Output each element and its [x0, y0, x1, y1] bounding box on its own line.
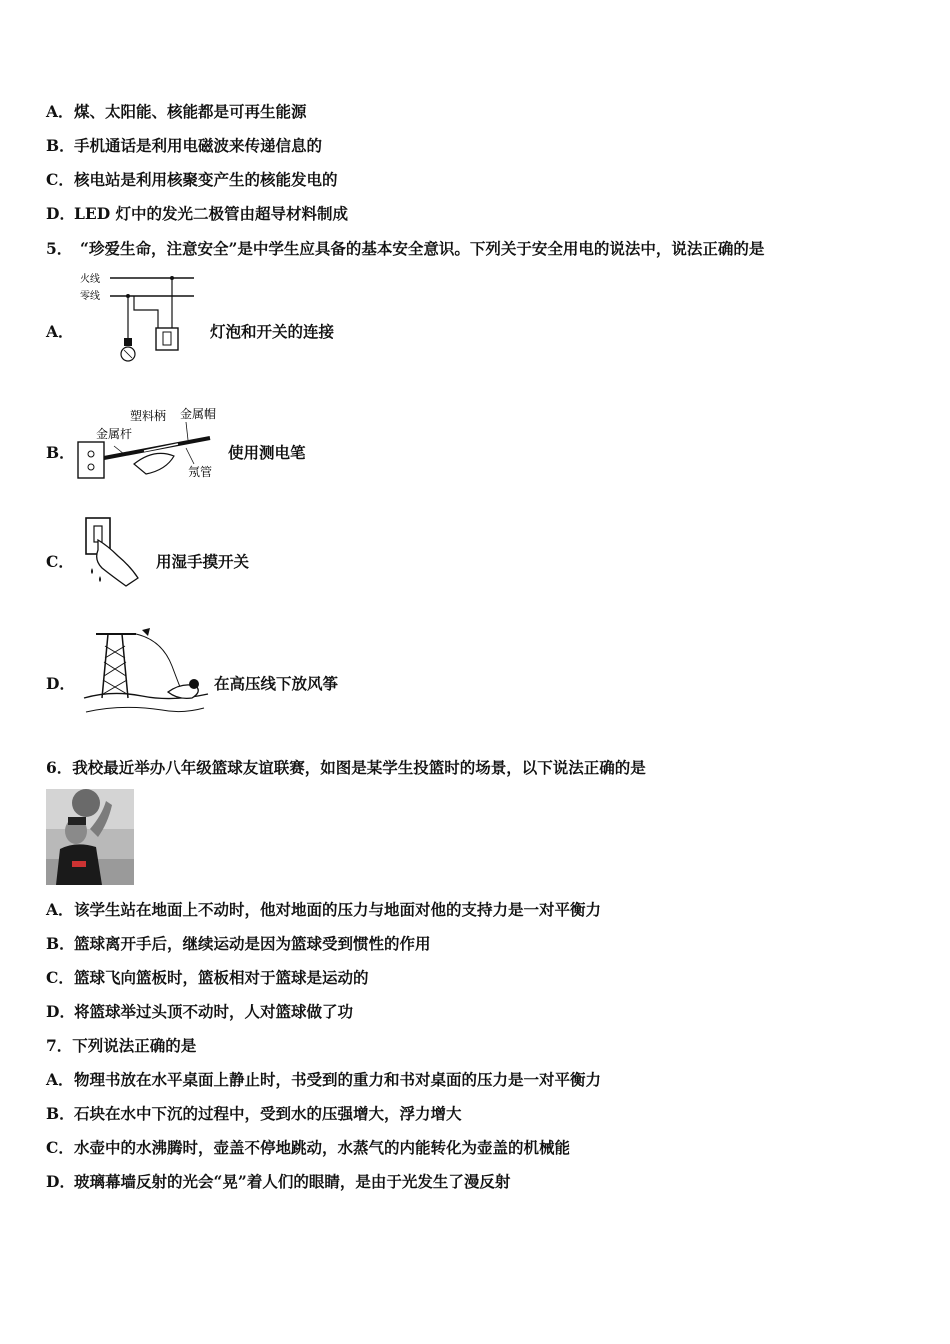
q5-option-b-caption: 使用测电笔 [228, 443, 306, 462]
q7-option-d: D．玻璃幕墙反射的光会“晃”着人们的眼睛，是由于光发生了漫反射 [46, 1172, 511, 1191]
q4-option-b: B．手机通话是利用电磁波来传递信息的 [46, 136, 323, 155]
q4-option-d: D．LED 灯中的发光二极管由超导材料制成 [46, 204, 349, 223]
q6-option-b: B．篮球离开手后，继续运动是因为篮球受到惯性的作用 [46, 934, 431, 953]
wet-hand-switch-image [82, 516, 146, 590]
q5-option-c-caption: 用湿手摸开关 [156, 552, 250, 571]
q7-option-c: C．水壶中的水沸腾时，壶盖不停地跳动，水蒸气的内能转化为壶盖的机械能 [46, 1138, 571, 1157]
q5-option-a-caption: 灯泡和开关的连接 [210, 322, 335, 341]
plastic-handle-label: 塑料柄 [130, 409, 167, 423]
live-wire-label: 火线 [80, 274, 100, 285]
q7-option-a: A．物理书放在水平桌面上静止时，书受到的重力和书对桌面的压力是一对平衡力 [46, 1070, 602, 1089]
q6-option-c: C．篮球飞向篮板时，篮板相对于篮球是运动的 [46, 968, 369, 987]
q4-option-a: A．煤、太阳能、核能都是可再生能源 [46, 102, 307, 121]
q5-option-b-letter: B． [46, 443, 75, 462]
q6-option-a: A．该学生站在地面上不动时，他对地面的压力与地面对他的支持力是一对平衡力 [46, 900, 602, 919]
q5-stem: 5． “珍爱生命，注意安全”是中学生应具备的基本安全意识。下列关于安全用电的说法中，说法正确的是 [46, 239, 765, 258]
q6-option-d: D．将篮球举过头顶不动时，人对篮球做了功 [46, 1002, 354, 1021]
q5-option-d-letter: D． [46, 674, 75, 693]
q7-stem: 7．下列说法正确的是 [46, 1036, 197, 1055]
q5-option-c-letter: C． [46, 552, 74, 571]
test-pen-image [74, 404, 224, 484]
metal-rod-label: 金属杆 [96, 427, 133, 441]
neon-tube-label: 氖管 [188, 465, 213, 479]
q7-option-b: B．石块在水中下沉的过程中，受到水的压强增大，浮力增大 [46, 1104, 462, 1123]
q6-stem: 6．我校最近举办八年级篮球友谊联赛，如图是某学生投篮时的场景，以下说法正确的是 [46, 758, 646, 777]
wiring-diagram-image [78, 268, 198, 368]
metal-cap-label: 金属帽 [180, 407, 217, 421]
neutral-wire-label: 零线 [80, 291, 100, 302]
q4-option-c: C．核电站是利用核聚变产生的核能发电的 [46, 170, 338, 189]
q5-option-a-letter: A． [46, 322, 74, 341]
q5-option-d-caption: 在高压线下放风筝 [214, 674, 339, 693]
basketball-player-photo [46, 789, 134, 885]
kite-power-line-image [82, 626, 210, 718]
